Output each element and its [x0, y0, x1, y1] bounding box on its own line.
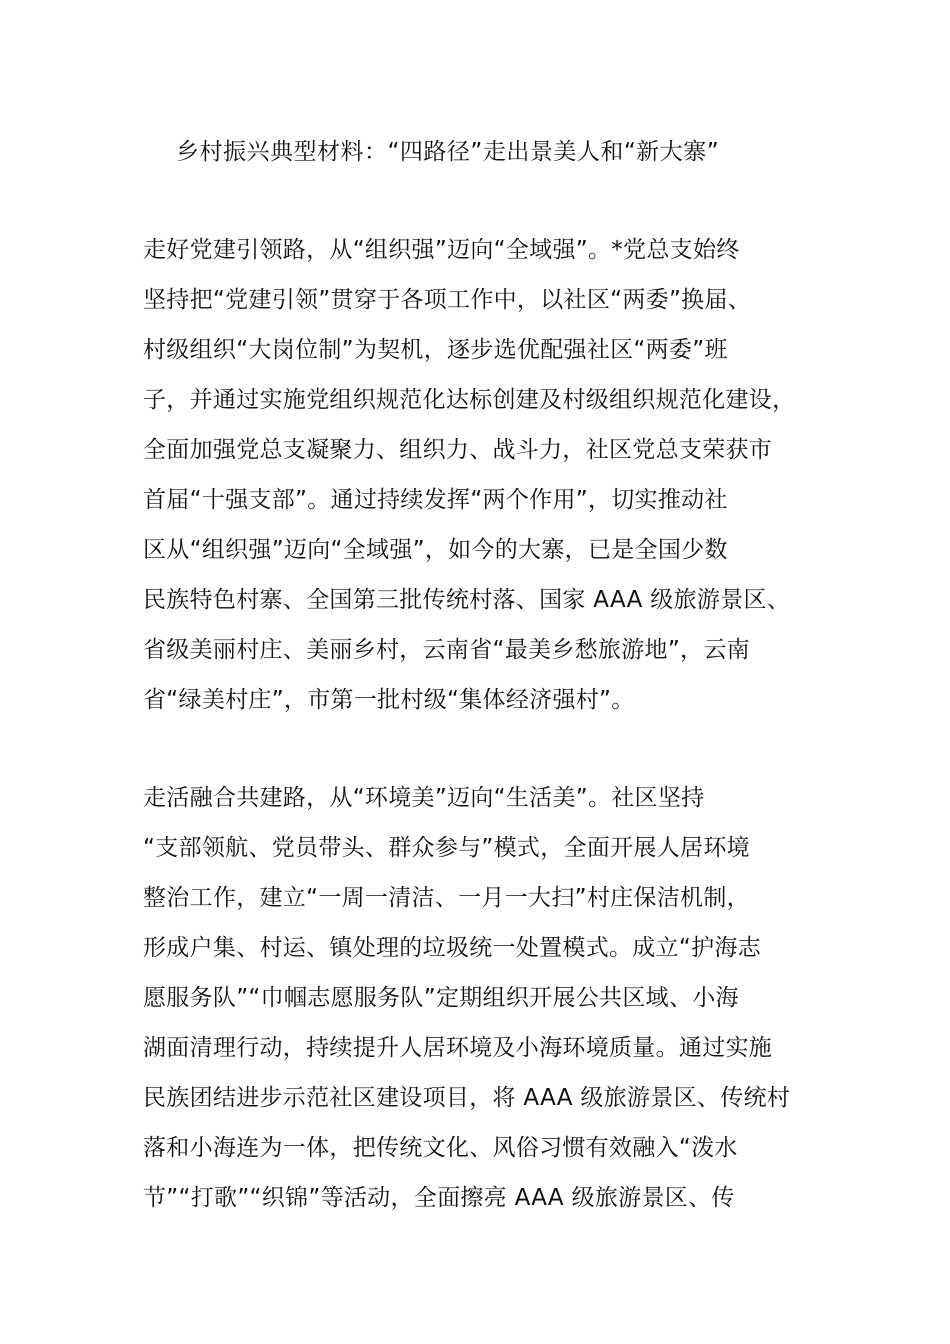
paragraph-line: 民族团结进步示范社区建设项目，将 AAA 级旅游景区、传统村: [143, 1085, 791, 1111]
paragraph-line: “支部领航、党员带头、群众参与”模式，全面开展人居环境: [143, 835, 750, 861]
paragraph-line: 节”“打歌”“织锦”等活动，全面擦亮 AAA 级旅游景区、传: [143, 1185, 735, 1211]
paragraph-line: 形成户集、村运、镇处理的垃圾统一处置模式。成立“护海志: [143, 935, 762, 961]
paragraph-party-building: [143, 225, 823, 725]
paragraph-line: 坚持把“党建引领”贯穿于各项工作中，以社区“两委”换届、: [143, 287, 752, 313]
paragraph-line: 整治工作，建立“一周一清洁、一月一大扫”村庄保洁机制，: [143, 885, 750, 911]
paragraph-line: 走活融合共建路，从“环境美”迈向“生活美”。社区坚持: [143, 785, 705, 811]
paragraph-line: 省级美丽村庄、美丽乡村，云南省“最美乡愁旅游地”，云南: [143, 637, 750, 663]
paragraph-line: 走好党建引领路，从“组织强”迈向“全域强”。*党总支始终: [143, 237, 740, 263]
paragraph-line: 愿服务队”“巾帼志愿服务队”定期组织开展公共区域、小海: [143, 985, 739, 1011]
paragraph-line: 子，并通过实施党组织规范化达标创建及村级组织规范化建设，: [143, 387, 796, 413]
paragraph-co-construction: [143, 773, 823, 1223]
paragraph-line: 首届“十强支部”。通过持续发挥“两个作用”，切实推动社: [143, 487, 728, 513]
paragraph-line: 全面加强党总支凝聚力、组织力、战斗力，社区党总支荣获市: [143, 437, 773, 463]
paragraph-line: 落和小海连为一体，把传统文化、风俗习惯有效融入“泼水: [143, 1135, 738, 1161]
paragraph-line: 省“绿美村庄”，市第一批村级“集体经济强村”。: [143, 687, 635, 713]
paragraph-line: 湖面清理行动，持续提升人居环境及小海环境质量。通过实施: [143, 1035, 773, 1061]
paragraph-line: 村级组织“大岗位制”为契机，逐步选优配强社区“两委”班: [143, 337, 728, 363]
paragraph-line: 区从“组织强”迈向“全域强”，如今的大寨，已是全国少数: [143, 537, 728, 563]
paragraph-line: 民族特色村寨、全国第三批传统村落、国家 AAA 级旅游景区、: [143, 587, 791, 613]
document-title: 乡村振兴典型材料：“四路径”走出景美人和“新大寨”: [176, 139, 720, 165]
